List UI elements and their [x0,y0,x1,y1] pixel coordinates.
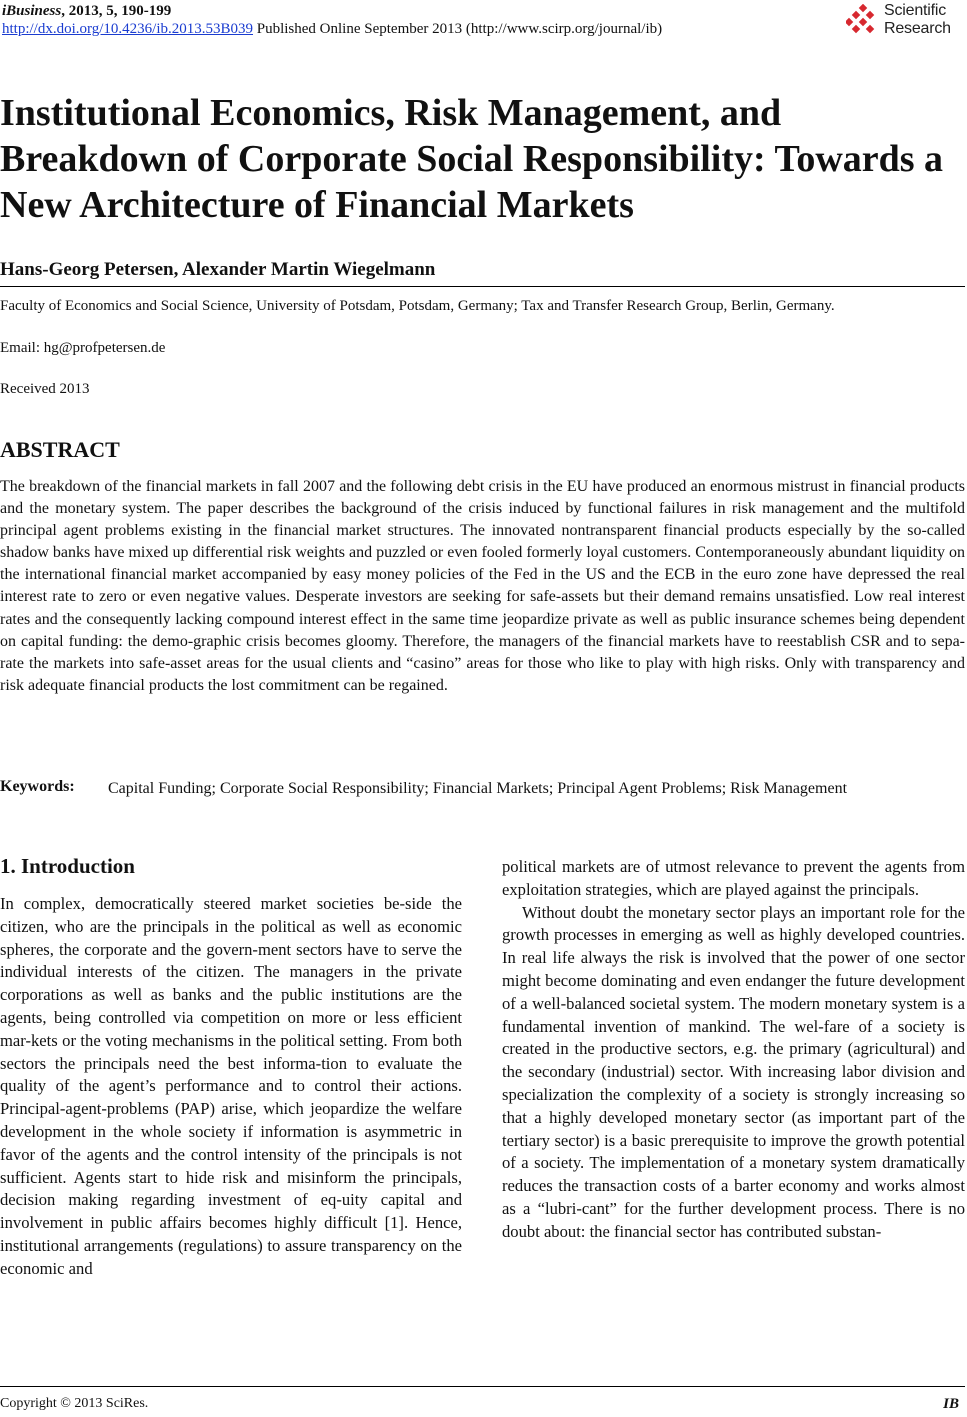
footer-divider [0,1386,965,1387]
received-date: Received 2013 [0,381,90,397]
journal-citation-line [2,2,662,20]
journal-abbrev: IB [943,1396,959,1412]
right-column [502,856,965,1244]
intro-paragraph-2: Without doubt the monetary sector plays an important role for the growth processes in emerging as well as highly developed countries. In real life always the risk is involved that the power of one sector might become dominating and even endanger the future development of a well-balanced societal system. The modern monetary system is a fundamental invention of mankind. The wel-fare of a society is created in the productive sectors, e.g. the primary (agricultural) and the secondary (industrial) sector. With increasing labor division and specialization the complexity of a society is strongly increasing so that a highly developed monetary sector (as important part of the tertiary sector) is a basic prerequisite to improve the growth potential of a society. The implementation of a monetary system dramatically reduces the transaction costs of a barter economy and works almost as a “lubri-cant” for the further development process. There is no doubt about: the financial sector has contributed substan- [502,902,965,1241]
paper-title: Institutional Economics, Risk Management, and Breakdown of Corporate Social Responsibility: Towards a New Architecture of Financial Markets [0,92,944,226]
abstract-heading: ABSTRACT [0,437,120,462]
copyright: Copyright © 2013 SciRes. [0,1396,149,1411]
abstract-text: The breakdown of the financial markets in fall 2007 and the following debt crisis in the EU have produced an enormous mistrust in financial products and the monetary system. The paper describes the background of the crisis induced by functional failures in risk management and the multifold principal agent problems existing in the financial market structures. The innovated nontransparent financial products especially by the so-called shadow banks have mixed up differential risk weights and puzzled or even fooled formerly loyal customers. Contemporaneously abundant liquidity on the international financial market accompanied by easy money policies of the Fed in the US and the ECB in the euro zone have depressed the real interest rate to zero or even negative values. Desperate investors are seeking for safe-assets but their demand remains unsatisfied. Low real interest rates and the consequently lacking compound interest effect in the same time jeopardize private as well as public insurance schemes being dependent on capital funding: the demo-graphic crisis becomes gloomy. Therefore, the managers of the financial markets have to reestablish CSR and to sepa-rate the markets into safe-asset areas for the usual clients and “casino” areas for those who like to play with high risks. Only with transparency and risk adequate financial products the lost commitment can be regained. [0,478,965,694]
doi-link[interactable]: http://dx.doi.org/10.4236/ib.2013.53B039 [2,21,253,37]
section-heading-introduction: 1. Introduction [0,854,135,878]
journal-header [2,2,662,38]
keywords-text: Capital Funding; Corporate Social Responsibility; Financial Markets; Principal Agent Problems; Risk Management [108,780,848,797]
publisher-logo [846,2,966,42]
intro-paragraph-1-continued: political markets are of utmost relevance to prevent the agents from exploitation strategies, which are played against the principals. [502,857,965,899]
volume-info: , 2013, 5, 190-199 [61,3,172,19]
scientific-research-diamond-logo-icon [846,4,880,38]
authors: Hans-Georg Petersen, Alexander Martin Wiegelmann [0,259,436,280]
logo-text [884,2,951,38]
logo-line-2: Research [884,20,951,37]
affiliation: Faculty of Economics and Social Science, University of Potsdam, Potsdam, Germany; Tax and Transfer Research Group, Berlin, Germany. [0,298,835,314]
email: Email: hg@profpetersen.de [0,340,166,356]
left-column [0,893,462,1281]
keywords-label: Keywords: [0,778,75,795]
published-note: Published Online September 2013 (http://www.scirp.org/journal/ib) [253,21,663,37]
journal-name: iBusiness [2,3,62,19]
intro-paragraph-1: In complex, democratically steered market societies be-side the citizen, who are the principals in the political as well as economic spheres, the corporate and the govern-ment sectors have to serve the individual interests of the citizen. The managers in the private corporations as well as banks and the public institutions are the agents, being controlled via competition on more or less efficient mar-kets or the voting mechanisms in the political setting. From both sectors the principals need the best informa-tion to evaluate the quality of the agent’s performance and to control their actions. Principal-agent-problems (PAP) arise, which jeopardize the welfare development in the whole society if information is asymmetric in favor of the agents and the control intensity of the principals is not sufficient. Agents start to hide risk and misinform the principals, decision making regarding investment of eq-uity capital and involvement in public affairs becomes highly difficult [1]. Hence, institutional arrangements (regulations) to assure transparency on the economic and [0,894,462,1278]
logo-line-1: Scientific [884,2,947,19]
doi-line [2,20,662,38]
author-divider [0,286,965,287]
